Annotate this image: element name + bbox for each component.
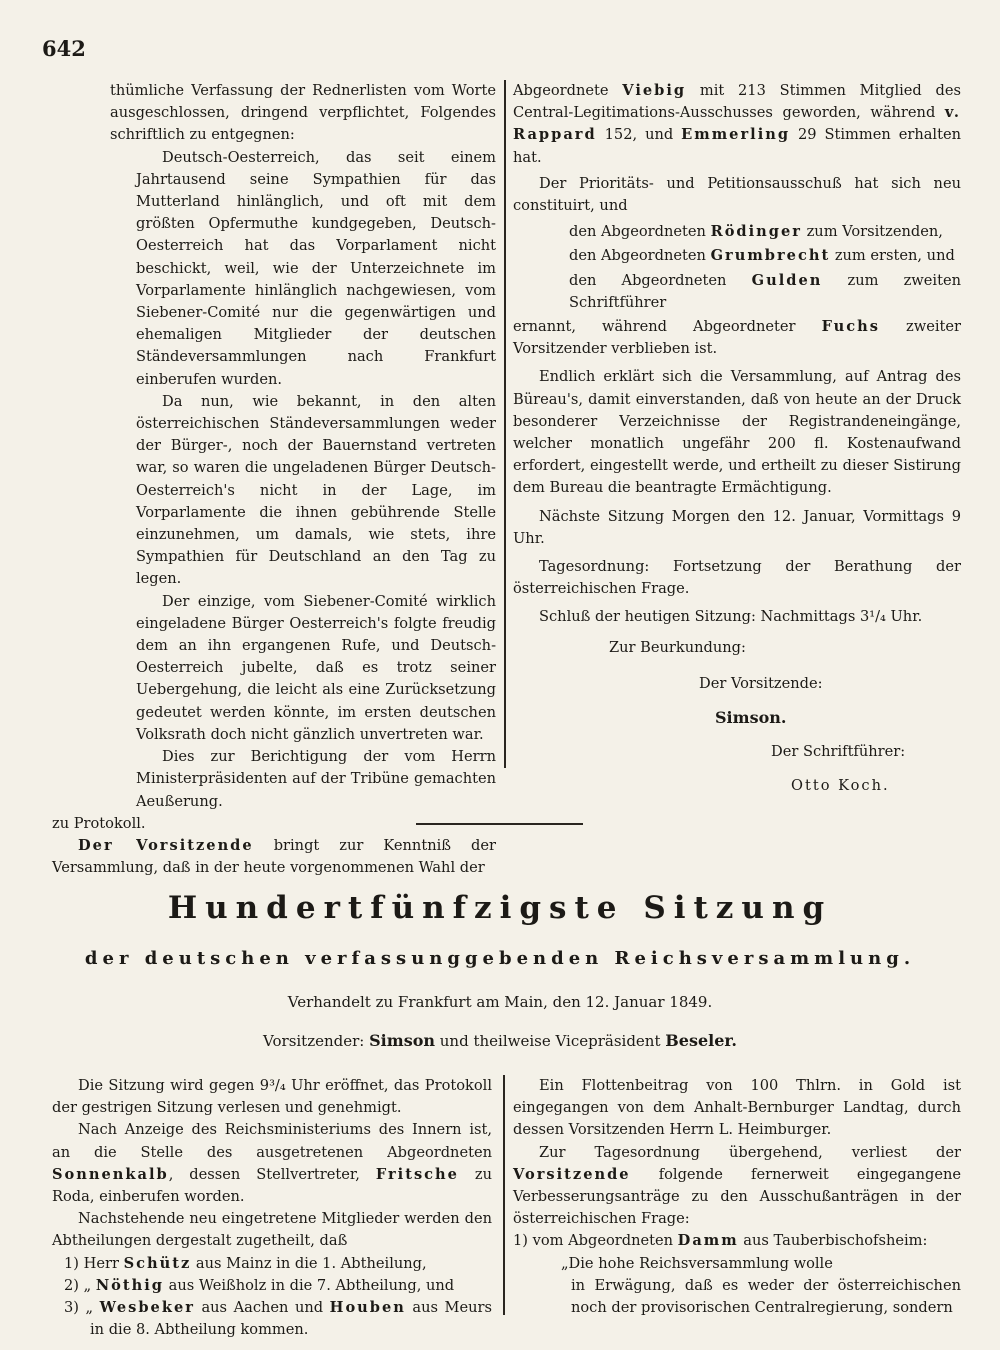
paragraph	[513, 80, 961, 169]
session-subtitle: der deutschen verfassunggebenden Reichsversammlung.	[84, 948, 916, 969]
protokoll-note: zu Protokoll.	[52, 814, 146, 832]
session-close-note: Schluß der heutigen Sitzung: Nachmittags 3¹/₄ Uhr.	[539, 608, 923, 626]
paragraph	[513, 316, 961, 360]
agenda-note: Tagesordnung: Fortsetzung der Berathung der österreichischen Frage.	[513, 558, 961, 598]
person-name: Nöthig	[95, 1276, 165, 1294]
quoted-paragraph: Dies zur Berichtigung der vom Herrn Ministerpräsidenten auf der Tribüne gemachten Aeußerung.	[136, 748, 496, 810]
top-right-column	[513, 80, 961, 798]
chair-signature: Simson.	[715, 708, 787, 728]
section-divider	[416, 823, 583, 825]
person-name: Damm	[677, 1232, 739, 1250]
top-left-column	[52, 80, 496, 879]
text: ernannt, während Abgeordneter	[513, 318, 822, 336]
session-date: Verhandelt zu Frankfurt am Main, den 12. Januar 1849.	[287, 993, 713, 1011]
text: zum Vorsitzenden,	[801, 223, 943, 241]
list-item	[52, 1275, 492, 1297]
text: den Abgeordneten	[569, 247, 711, 265]
presidency-text: und theilweise Vicepräsident	[435, 1032, 666, 1050]
paragraph: thümliche Verfassung der Rednerlisten vom Worte ausgeschlossen, dringend verpflichtet, Folgendes schriftlich zu entgegnen:	[110, 82, 496, 144]
text: mit 213 Stimmen Mitglied des Central-Legitimations-Ausschusses geworden, während	[513, 82, 961, 122]
person-name: Gulden	[751, 271, 823, 289]
text: zu Roda, einberufen worden.	[52, 1165, 492, 1206]
paragraph	[513, 1142, 961, 1231]
session-presidency	[0, 1031, 1000, 1050]
quoted-paragraph: Der einzige, vom Siebener-Comité wirklich eingeladene Bürger Oesterreich's folgte freudig dem an ihn ergangenen Rufe, und Deutsch-Oesterreich jubelte, daß es trotz seiner Uebergehung, die leicht als eine Zurücksetzung gedeutet werden könnte, im ersten deutschen Volksrath doch nicht gänzlich unvertreten war.	[136, 592, 496, 743]
text: Abgeordnete	[513, 82, 623, 99]
chair-label: Der Vorsitzende:	[699, 674, 823, 692]
text: aus Meurs in die 8. Abtheilung kommen.	[90, 1299, 493, 1339]
person-name: Wesbeker	[99, 1299, 195, 1317]
text: aus Tauberbischofsheim:	[738, 1232, 928, 1250]
secretary-label: Der Schriftführer:	[771, 743, 906, 761]
text: den Abgeordneten	[569, 223, 711, 241]
session-title: Hundertfünfzigste Sitzung	[167, 890, 833, 926]
person-name: Emmerling	[681, 126, 791, 144]
text: aus Mainz in die 1. Abtheilung,	[191, 1254, 427, 1272]
speaker-name: Vorsitzende	[513, 1165, 631, 1183]
presidency-label: Vorsitzender:	[263, 1032, 370, 1050]
paragraph: Der Prioritäts- und Petitionsausschuß hat sich neu constituirt, und	[513, 174, 961, 215]
list-number: 2)	[64, 1276, 79, 1294]
bottom-left-column	[52, 1075, 492, 1341]
text: zum zweiten Schriftführer	[569, 271, 961, 311]
president-name: Simson	[369, 1031, 435, 1050]
text: , dessen Stellvertreter,	[168, 1165, 376, 1183]
quoted-paragraph: Deutsch-Oesterreich, das seit einem Jahrtausend seine Sympathien für das Mutterland hinlänglich, und oft mit dem größten Opfermuthe kundgegeben, Deutsch-Oesterreich hat das Vorparlament nicht beschickt, weil, wie der Unterzeichnete im Vorparlamente hinlänglich nachgewiesen, vom Siebener-Comité nur die gegenwärtigen und ehemaligen Mitglieder der deutschen Ständeversammlungen nach Frankfurt einberufen wurden.	[136, 148, 496, 388]
text: 29 Stimmen erhalten hat.	[513, 126, 961, 166]
quoted-motion: in Erwägung, daß es weder der österreichischen noch der provisorischen Centralregierung, sondern	[571, 1276, 961, 1317]
bottom-right-column	[513, 1075, 961, 1319]
list-item	[513, 270, 961, 314]
paragraph	[52, 1119, 492, 1208]
person-name: v. Rappard	[513, 104, 961, 144]
list-item	[513, 221, 961, 243]
person-name: Schütz	[123, 1254, 192, 1272]
ditto-mark: „	[83, 1276, 92, 1294]
next-session-note: Nächste Sitzung Morgen den 12. Januar, Vormittags 9 Uhr.	[513, 507, 961, 547]
list-item	[513, 245, 961, 267]
paragraph	[52, 835, 496, 879]
list-number: 1)	[64, 1254, 79, 1272]
person-name: Grumbrecht	[710, 247, 831, 265]
certification-label: Zur Beurkundung:	[609, 638, 746, 656]
paragraph: Endlich erklärt sich die Versammlung, auf Antrag des Büreau's, damit einverstanden, daß von heute an der Druck besonderer Verzeichnisse der Registrandeneingänge, welcher monatlich ungefähr 200 fl. Kostenaufwand erfordert, eingestellt werde, und ertheilt zu dieser Sistirung dem Bureau die beantragte Ermächtigung.	[513, 368, 961, 497]
person-name: Fritsche	[375, 1165, 459, 1183]
text: aus Weißholz in die 7. Abtheilung, und	[164, 1276, 455, 1294]
list-number: 3)	[64, 1299, 79, 1317]
quoted-motion: „Die hohe Reichsversammlung wolle	[561, 1254, 833, 1272]
text: den Abgeordneten	[569, 271, 752, 289]
speaker-name: Der Vorsitzende	[78, 836, 254, 854]
text: 1) vom Abgeordneten	[513, 1232, 678, 1250]
paragraph: Ein Flottenbeitrag von 100 Thlrn. in Gold ist eingegangen von dem Anhalt-Bernburger Landtag, durch dessen Vorsitzenden Herrn L. Heimburger.	[513, 1077, 961, 1139]
text: Nach Anzeige des Reichsministeriums des Innern ist, an die Stelle des ausgetretenen Abgeordneten	[52, 1121, 492, 1161]
paragraph-text: bringt zur Kenntniß der Versammlung, daß in der heute vorgenommenen Wahl der	[52, 836, 496, 877]
text: 152, und	[596, 126, 682, 144]
page-number: 642	[42, 36, 86, 61]
person-name: Sonnenkalb	[52, 1165, 169, 1183]
ditto-mark: „	[85, 1299, 94, 1317]
text: Zur Tagesordnung übergehend, verliest der	[539, 1143, 961, 1161]
secretary-signature: Otto Koch.	[791, 777, 890, 795]
column-divider	[504, 80, 506, 768]
person-name: Houben	[329, 1299, 406, 1317]
text: folgende fernerweit eingegangene Verbesserungsanträge zu den Ausschußanträgen in der österreichischen Frage:	[513, 1165, 961, 1228]
text: zweiter Vorsitzender verblieben ist.	[513, 318, 961, 358]
paragraph: Die Sitzung wird gegen 9³/₄ Uhr eröffnet, das Protokoll der gestrigen Sitzung verlesen und genehmigt.	[52, 1077, 492, 1117]
text: Herr	[83, 1254, 124, 1272]
paragraph: Nachstehende neu eingetretene Mitglieder werden den Abtheilungen dergestalt zugetheilt, daß	[52, 1210, 492, 1250]
person-name: Fuchs	[821, 318, 880, 336]
list-item	[52, 1297, 492, 1341]
list-item	[52, 1253, 492, 1275]
vice-president-name: Beseler.	[665, 1031, 737, 1050]
person-name: Viebig	[622, 82, 687, 99]
person-name: Rödinger	[710, 223, 802, 241]
quoted-paragraph: Da nun, wie bekannt, in den alten österreichischen Ständeversammlungen weder der Bürger-, noch der Bauernstand vertreten war, so waren die ungeladenen Bürger Deutsch-Oesterreich's nicht in der Lage, im Vorparlamente die ihnen gebührende Stelle einzunehmen, um damals, wie stets, ihre Sympathien für Deutschland an den Tag zu legen.	[136, 392, 496, 588]
text: zum ersten, und	[830, 247, 955, 265]
list-item	[513, 1230, 961, 1252]
text: aus Aachen und	[194, 1299, 330, 1317]
column-divider	[503, 1075, 505, 1315]
